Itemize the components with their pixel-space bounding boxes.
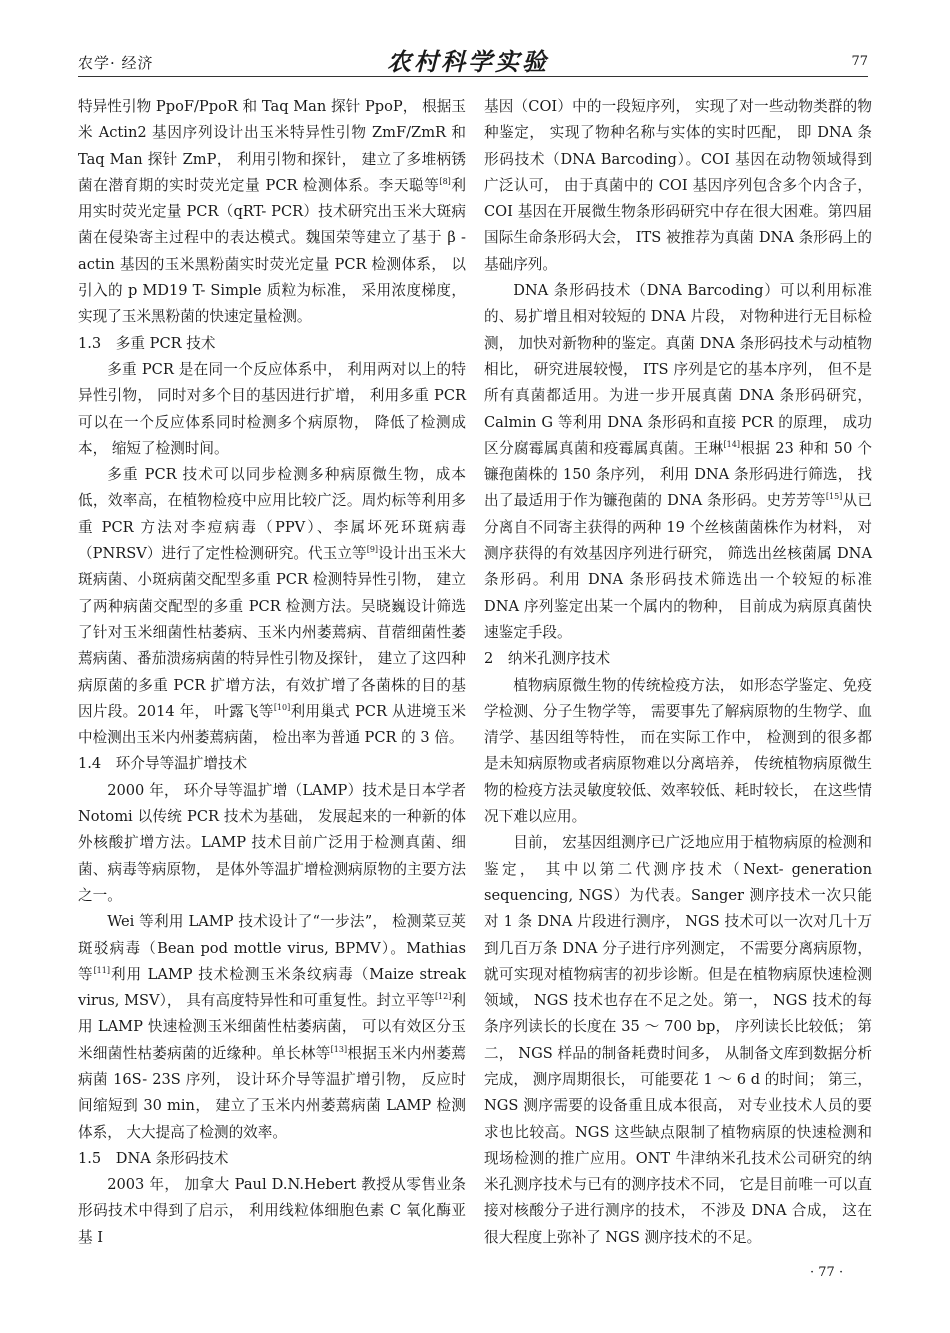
citation[interactable]: [15] — [825, 492, 843, 502]
paragraph: 基因（COI）中的一段短序列， 实现了对一些动物类群的物种鉴定， 实现了物种名称与实体的实时匹配， 即 DNA 条形码技术（DNA Barcoding）。COI 基因在动物领域得到广泛认可， 由于真菌中的 COI 基因序列包含多个内含子， COI 基因在开展微生物条形码研究中存在很大困难。第四届国际生命条形码大会， ITS 被推荐为真菌 DNA 条形码上的基础序列。 — [484, 98, 872, 273]
citation[interactable]: [11] — [93, 965, 110, 975]
right-column — [484, 94, 872, 1251]
journal-title: 农村科学实验 — [387, 47, 549, 76]
section-heading-1-3: 1.3 多重 PCR 技术 — [78, 334, 216, 352]
paragraph: Wei 等利用 LAMP 技术设计了“一步法”， 检测菜豆荚斑驳病毒（Bean pod mottle virus, BPMV）。Mathias 等[11]利用 LAMP 技术检测玉米条纹病毒（Maize streak virus, MSV）， 具有高度特异性和可重复性。封立平等[12]利用 LAMP 快速检测玉米细菌性枯萎病菌， 可以有效区分玉米细菌性枯萎病菌的近缘种。单长林等[13]根据玉米内州萎蔫病菌 16S- 23S 序列， 设计环介导等温扩增引物， 反应时间缩短到 30 min， 建立了玉米内州萎蔫病菌 LAMP 检测体系， 大大提高了检测的效率。 — [78, 913, 466, 1141]
paragraph: 2000 年， 环介导等温扩增（LAMP）技术是日本学者 Notomi 以传统 PCR 技术为基础， 发展起来的一种新的体外核酸扩增方法。LAMP 技术目前广泛用于检测真菌、细菌、病毒等病原物， 是体外等温扩增检测病原物的主要方法之一。 — [78, 781, 466, 904]
header-rule — [78, 76, 868, 77]
header-page-number: 77 — [851, 54, 868, 69]
citation[interactable]: [9] — [366, 545, 379, 555]
footer-page-number: · 77 · — [810, 1265, 844, 1280]
left-column — [78, 94, 466, 1251]
paragraph: 多重 PCR 是在同一个反应体系中， 利用两对以上的特异性引物， 同时对多个目的基因进行扩增， 利用多重 PCR 可以在一个反应体系同时检测多个病原物， 降低了检测成本， 缩短了检测时间。 — [78, 360, 466, 457]
paragraph: 植物病原微生物的传统检疫方法， 如形态学鉴定、免疫学检测、分子生物学等， 需要事先了解病原物的生物学、血清学、基因组等特性， 而在实际工作中， 检测到的很多都是未知病原物或者病原物难以分离培养， 传统植物病原微生物的检疫方法灵敏度较低、效率较低、耗时较长， 在这些情况下难以应用。 — [484, 676, 872, 826]
paragraph: 多重 PCR 技术可以同步检测多种病原微生物，成本低，效率高，在植物检疫中应用比较广泛。周灼标等利用多重 PCR 方法对李痘病毒（PPV）、李属坏死环斑病毒（PNRSV）进行了定性检测研究。代玉立等[9]设计出玉米大斑病菌、小斑病菌交配型多重 PCR 检测特异性引物， 建立了两种病菌交配型的多重 PCR 检测方法。吴晓巍设计筛选了针对玉米细菌性枯萎病、玉米内州萎蔫病、苜蓿细菌性萎蔫病菌、番茄溃疡病菌的特异性引物及探针， 建立了这四种病原菌的多重 PCR 扩增方法，有效扩增了各菌株的目的基因片段。2014 年， 叶露飞等[10]利用巢式 PCR 从进境玉米中检测出玉米内州萎蔫病菌， 检出率为普通 PCR 的 3 倍。 — [78, 466, 466, 747]
citation[interactable]: [13] — [330, 1044, 348, 1054]
section-heading-1-4: 1.4 环介导等温扩增技术 — [78, 755, 248, 773]
section-heading-1-5: 1.5 DNA 条形码技术 — [78, 1149, 229, 1167]
citation[interactable]: [8] — [439, 177, 451, 187]
section-heading-2: 2 纳米孔测序技术 — [484, 650, 611, 668]
section-label: 农学· 经济 — [78, 54, 154, 72]
citation[interactable]: [14] — [723, 440, 740, 449]
paragraph: 特异性引物 PpoF/PpoR 和 Taq Man 探针 PpoP， 根据玉米 Actin2 基因序列设计出玉米特异性引物 ZmF/ZmR 和 Taq Man 探针 ZmP， 利用引物和探针， 建立了多堆柄锈菌在潜育期的实时荧光定量 PCR 检测体系。李天聪等[8]利用实时荧光定量 PCR（qRT- PCR）技术研究出玉米大斑病菌在侵染寄主过程中的表达模式。魏国荣等建立了基于 β - actin 基因的玉米黑粉菌实时荧光定量 PCR 检测体系， 以引入的 p MD19 T- Simple 质粒为标准， 采用浓度梯度， 实现了玉米黑粉菌的快速定量检测。 — [78, 98, 466, 326]
citation[interactable]: [12] — [434, 992, 452, 1002]
paragraph: 目前， 宏基因组测序已广泛地应用于植物病原的检测和鉴定， 其中以第二代测序技术（Next- generation sequencing, NGS）为代表。Sanger 测序技术一次只能对 1 条 DNA 片段进行测序， NGS 技术可以一次对几十万到几百万条 DNA 分子进行序列测定， 不需要分离病原物， 就可实现对植物病害的初步诊断。但是在植物病原快速检测领域， NGS 技术也存在不足之处。第一， NGS 技术的每条序列读长的长度在 35 ～ 700 bp， 序列读长比较低； 第二， NGS 样品的制备耗费时间多， 从制备文库到数据分析完成， 测序周期很长， 可能要花 1 ～ 6 d 的时间； 第三， NGS 测序需要的设备重且成本很高， 对专业技术人员的要求也比较高。NGS 这些缺点限制了植物病原的快速检测和现场检测的推广应用。ONT 牛津纳米孔技术公司研究的纳米孔测序技术与已有的测序技术不同， 它是目前唯一可以直接对核酸分子进行测序的技术， 不涉及 DNA 合成， 这在很大程度上弥补了 NGS 测序技术的不足。 — [484, 834, 872, 1246]
page-header — [78, 40, 868, 76]
citation[interactable]: [10] — [273, 702, 291, 712]
paragraph: DNA 条形码技术（DNA Barcoding）可以利用标准的、易扩增且相对较短的 DNA 片段， 对物种进行无目标检测， 加快对新物种的鉴定。真菌 DNA 条形码技术与动植物相比， 研究进展较慢， ITS 序列是它的基本序列， 但不是所有真菌都适用。为进一步开展真菌 DNA 条形码研究， Calmin G 等利用 DNA 条形码和直接 PCR 的原理， 成功区分腐霉属真菌和疫霉属真菌。王琳[14]根据 23 种和 50 个镰孢菌株的 150 条序列， 利用 DNA 条形码进行筛选， 找出了最适用于作为镰孢菌的 DNA 条形码。史芳芳等[15]从已分离自不同寄主获得的两种 19 个丝核菌菌株作为材料， 对测序获得的有效基因序列进行研究， 筛选出丝核菌属 DNA 条形码。利用 DNA 条形码技术筛选出一个较短的标准 DNA 序列鉴定出某一个属内的物种， 目前成为病原真菌快速鉴定手段。 — [484, 282, 872, 641]
paragraph: 2003 年， 加拿大 Paul D.N.Hebert 教授从零售业条形码技术中得到了启示， 利用线粒体细胞色素 C 氧化酶亚基 I — [78, 1176, 466, 1246]
